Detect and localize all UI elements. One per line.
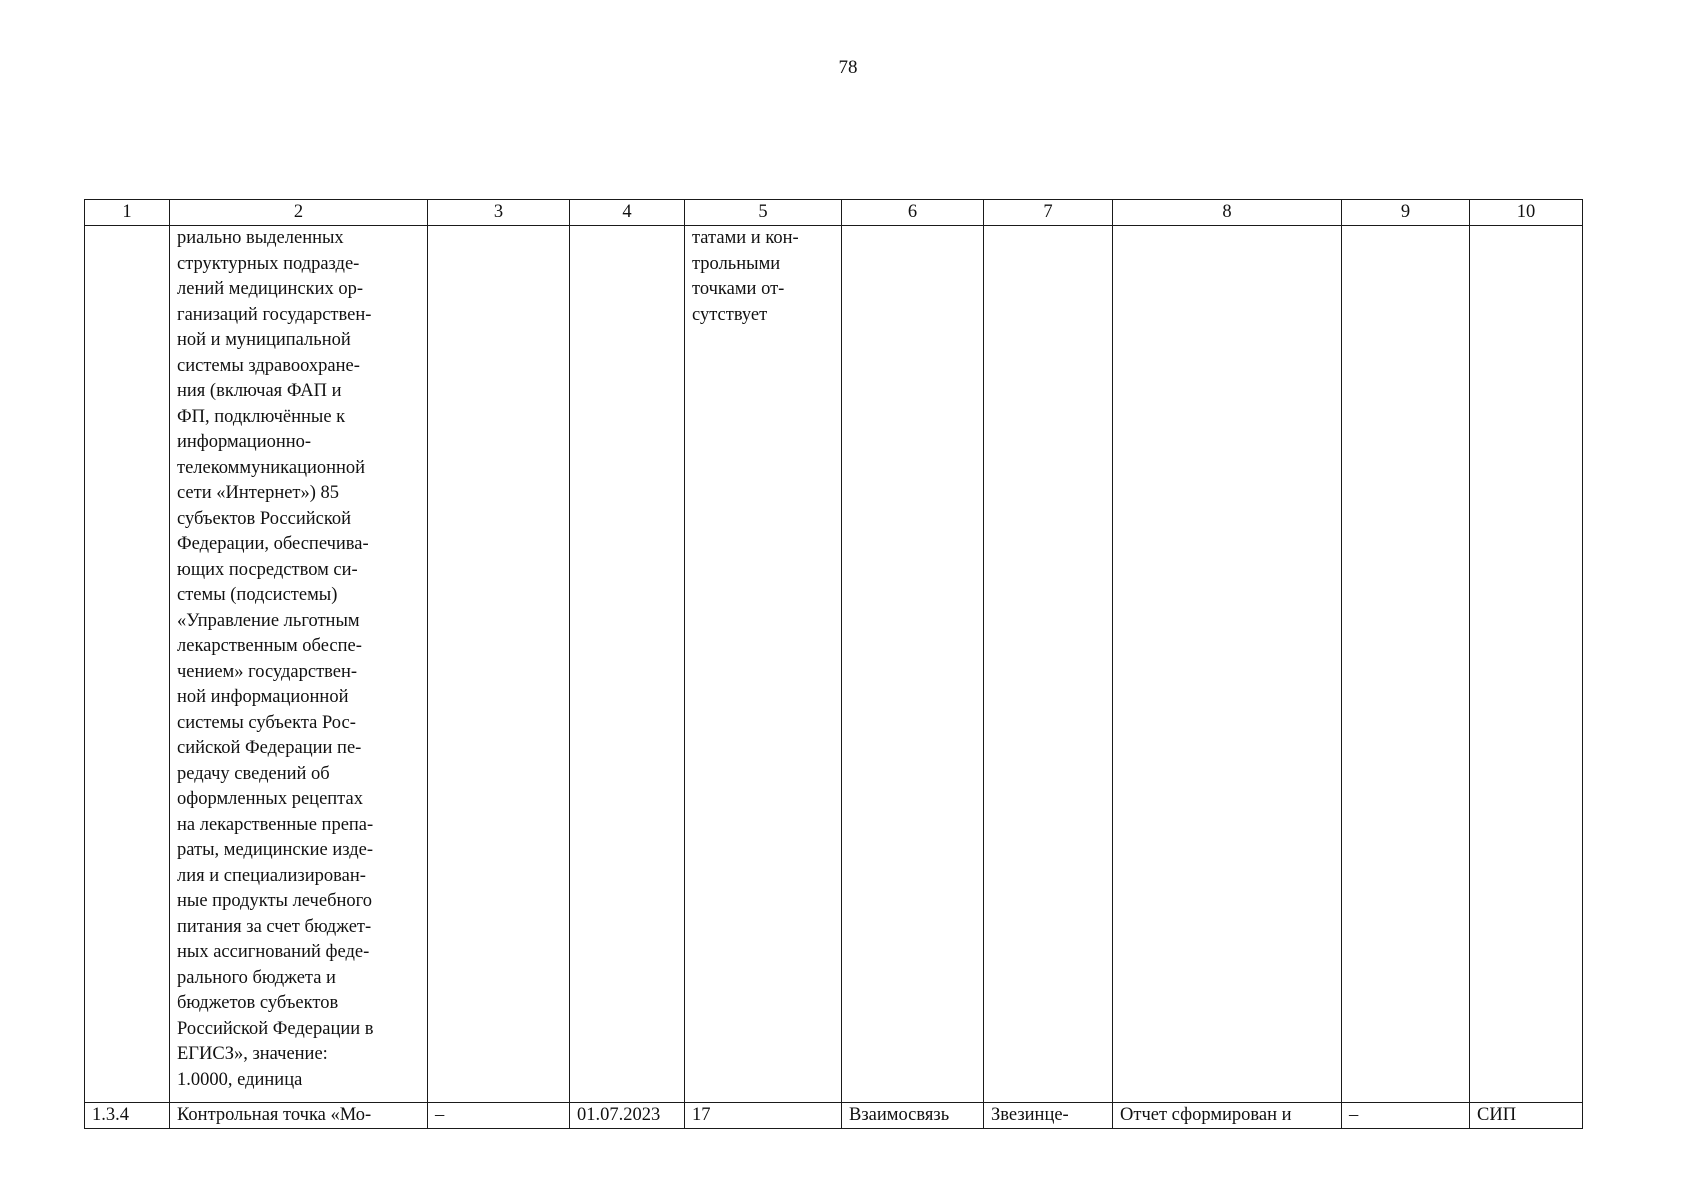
table-cell (984, 226, 1113, 1103)
table-cell (170, 226, 428, 1103)
table-cell: Отчет сформирован и (1113, 1103, 1342, 1129)
table-row (85, 226, 1583, 1103)
column-header-10: 10 (1470, 200, 1583, 226)
column-header-8: 8 (1113, 200, 1342, 226)
page-number: 78 (838, 57, 858, 78)
table-cell: 1.3.4 (85, 1103, 170, 1129)
column-header-4: 4 (570, 200, 685, 226)
cell-text: татами и кон- трольными точками от- сутствует (692, 228, 799, 325)
table-cell: 01.07.2023 (570, 1103, 685, 1129)
table-row (85, 1103, 1583, 1129)
table-cell: – (1342, 1103, 1470, 1129)
column-header-5: 5 (685, 200, 842, 226)
column-header-1: 1 (85, 200, 170, 226)
table-cell: Звезинце- (984, 1103, 1113, 1129)
document-table (84, 199, 1583, 1129)
cell-text: риально выделенных структурных подразде- лений медицинских ор- ганизаций государствен- ной и муниципальной системы здравоохране- ния (включая ФАП и ФП, подключённые к информационно- телекоммуникационной сети «Интернет») 85 субъектов Российской Федерации, обеспечива- ющих посредством си- стемы (подсистемы) «Управление льготным лекарственным обеспе- чением» государствен- ной информационной системы субъекта Рос- сийской Федерации пе- редачу сведений об оформленных рецептах на лекарственные препа- раты, медицинские изде- лия и специализирован- ные продукты лечебного питания за счет бюджет- ных ассигнований феде- рального бюджета и бюджетов субъектов Российской Федерации в ЕГИСЗ», значение: 1.0000, единица (177, 228, 374, 1090)
table-cell: – (428, 1103, 570, 1129)
table-cell (685, 226, 842, 1103)
table-cell (570, 226, 685, 1103)
table-cell (842, 226, 984, 1103)
column-header-2: 2 (170, 200, 428, 226)
column-header-6: 6 (842, 200, 984, 226)
table-cell: 17 (685, 1103, 842, 1129)
column-header-3: 3 (428, 200, 570, 226)
table-cell (1470, 226, 1583, 1103)
table-cell: СИП (1470, 1103, 1583, 1129)
column-header-7: 7 (984, 200, 1113, 226)
table-cell (85, 226, 170, 1103)
table-cell: Контрольная точка «Мо- (170, 1103, 428, 1129)
table-cell: Взаимосвязь (842, 1103, 984, 1129)
table-cell (1113, 226, 1342, 1103)
table-header-row (85, 200, 1583, 226)
table-cell (428, 226, 570, 1103)
column-header-9: 9 (1342, 200, 1470, 226)
table-cell (1342, 226, 1470, 1103)
